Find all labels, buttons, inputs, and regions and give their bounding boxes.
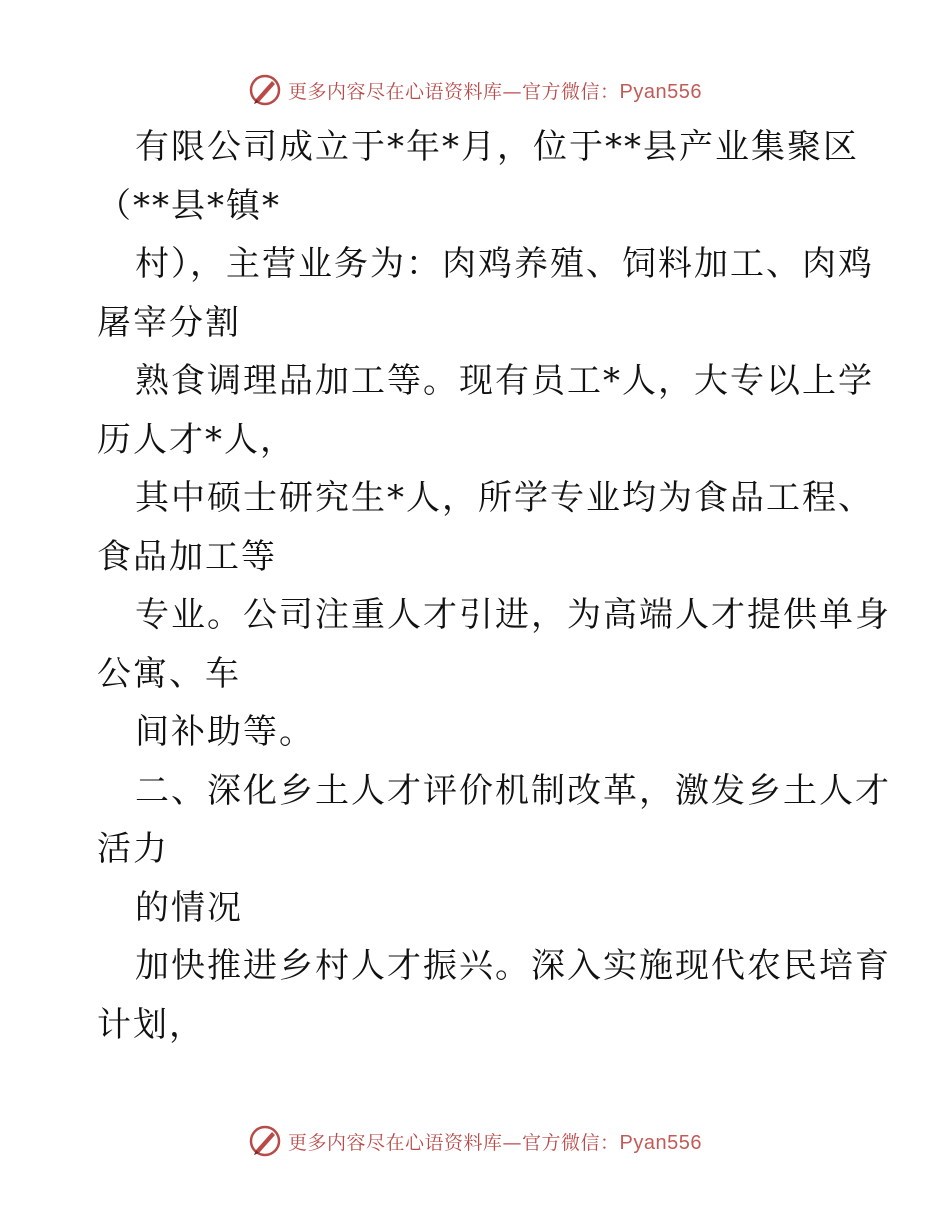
section-heading-line: 活力 (97, 829, 169, 869)
text-line: 专业。公司注重人才引进，为高端人才提供单身 (135, 595, 891, 635)
watermark-wechat-id: Pyan556 (619, 1131, 702, 1154)
text-line: 历人才*人， (97, 419, 296, 460)
text-line: 间补助等。 (135, 712, 315, 752)
text-line: 村），主营业务为：肉鸡养殖、饲料加工、肉鸡 (135, 244, 874, 284)
pen-logo-icon (248, 1124, 282, 1158)
document-body (97, 118, 891, 1054)
text-line: 屠宰分割 (97, 302, 241, 343)
watermark-text: 更多内容尽在心语资料库—官方微信： (288, 80, 620, 103)
watermark-wechat-id: Pyan556 (619, 80, 702, 103)
text-line: 公寓、车 (97, 653, 241, 694)
section-heading-line: 的情况 (135, 887, 243, 928)
pen-logo-icon (248, 73, 282, 107)
text-line: 计划， (97, 1004, 205, 1045)
text-line: 食品加工等 (97, 536, 277, 577)
footer-watermark (0, 1121, 950, 1161)
text-line: 其中硕士研究生*人，所学专业均为食品工程、 (135, 478, 874, 518)
header-watermark (0, 70, 950, 110)
text-line: 加快推进乡村人才振兴。深入实施现代农民培育 (135, 946, 891, 986)
text-line: 有限公司成立于*年*月，位于**县产业集聚区 (135, 127, 859, 167)
text-line: （**县*镇* (97, 185, 281, 226)
text-line: 熟食调理品加工等。现有员工*人，大专以上学 (135, 361, 874, 401)
watermark-text: 更多内容尽在心语资料库—官方微信： (288, 1131, 620, 1154)
section-heading-line: 二、深化乡土人才评价机制改革，激发乡土人才 (135, 770, 891, 811)
